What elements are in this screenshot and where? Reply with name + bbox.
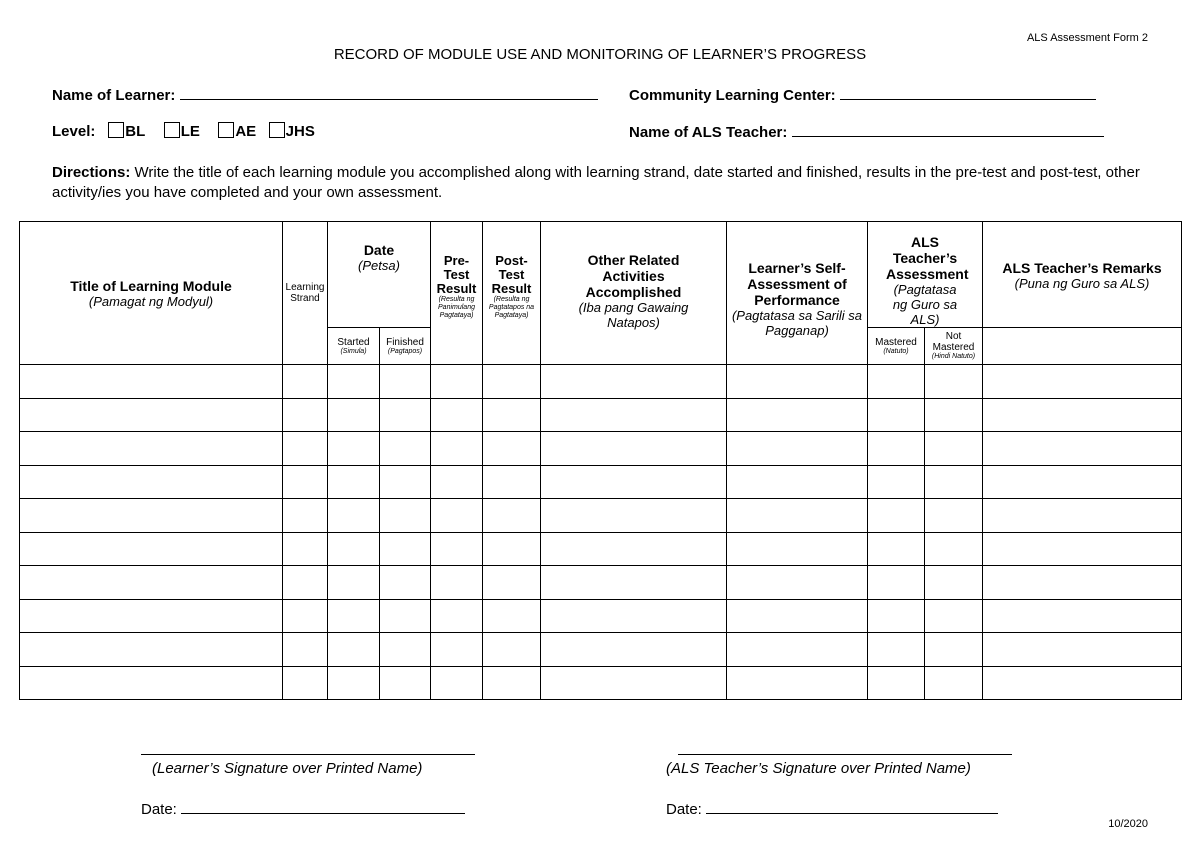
table-cell[interactable] — [380, 398, 431, 432]
pretest-header — [431, 222, 483, 365]
table-cell[interactable] — [328, 365, 380, 399]
table-cell[interactable] — [868, 532, 925, 566]
table-cell[interactable] — [483, 599, 541, 633]
table-row — [20, 432, 1182, 466]
table-cell[interactable] — [431, 465, 483, 499]
table-cell[interactable] — [868, 599, 925, 633]
table-row — [20, 499, 1182, 533]
remarks-header-sub: (Puna ng Guro sa ALS) — [1014, 276, 1150, 291]
table-cell[interactable] — [983, 599, 1182, 633]
table-cell[interactable] — [483, 532, 541, 566]
table-cell[interactable] — [727, 465, 868, 499]
table-cell[interactable] — [983, 633, 1182, 667]
table-cell[interactable] — [283, 566, 328, 600]
table-cell[interactable] — [380, 666, 431, 700]
table-row — [20, 465, 1182, 499]
table-cell[interactable] — [868, 432, 925, 466]
table-cell[interactable] — [380, 365, 431, 399]
checkbox-icon[interactable] — [164, 122, 180, 138]
table-cell[interactable] — [380, 566, 431, 600]
table-cell[interactable] — [925, 532, 983, 566]
table-cell[interactable] — [283, 633, 328, 667]
table-cell[interactable] — [20, 365, 283, 399]
table-cell[interactable] — [727, 566, 868, 600]
strand-header-label: Learning Strand — [285, 282, 325, 304]
table-cell[interactable] — [283, 432, 328, 466]
remarks-header-label: ALS Teacher’s Remarks — [1002, 260, 1162, 276]
not-mastered-header — [925, 328, 983, 365]
table-cell[interactable] — [925, 566, 983, 600]
pretest-header-sub: (Resulta ng Panimulang Pagtataya) — [438, 296, 475, 319]
table-cell[interactable] — [541, 365, 727, 399]
table-cell[interactable] — [925, 365, 983, 399]
checkbox-icon[interactable] — [218, 122, 234, 138]
table-cell[interactable] — [925, 398, 983, 432]
level-option-bl[interactable] — [108, 123, 145, 140]
table-cell[interactable] — [983, 365, 1182, 399]
table-cell[interactable] — [483, 398, 541, 432]
date-header-label: Date — [363, 242, 395, 258]
table-cell[interactable] — [868, 666, 925, 700]
table-cell[interactable] — [983, 666, 1182, 700]
table-cell[interactable] — [431, 432, 483, 466]
posttest-header-sub: (Resulta ng Pagtatapos na Pagtataya) — [488, 296, 535, 319]
finished-label: Finished — [386, 336, 424, 348]
table-cell[interactable] — [328, 532, 380, 566]
level-field — [52, 122, 329, 141]
table-cell[interactable] — [283, 666, 328, 700]
table-cell[interactable] — [483, 499, 541, 533]
level-option-jhs[interactable] — [269, 123, 315, 140]
footer-date: 10/2020 — [1108, 818, 1148, 830]
table-cell[interactable] — [925, 633, 983, 667]
directions-text: Write the title of each learning module you accomplished along with learning strand, date started and finished, results in the pre-test and post-test, other activity/ies you have completed and your own assessment. — [52, 164, 1140, 201]
table-row — [20, 666, 1182, 700]
level-option-ae[interactable] — [218, 123, 256, 140]
table-cell[interactable] — [983, 499, 1182, 533]
posttest-header-label: Post-Test Result — [491, 253, 532, 296]
level-bl-label: BL — [125, 123, 146, 140]
not-mastered-sub: (Hindi Natuto) — [931, 353, 976, 360]
other-activities-label: Other Related Activities Accomplished — [585, 252, 682, 300]
table-cell[interactable] — [380, 499, 431, 533]
clc-label: Community Learning Center: — [629, 87, 836, 104]
table-cell[interactable] — [483, 666, 541, 700]
table-cell[interactable] — [20, 499, 283, 533]
table-cell[interactable] — [380, 432, 431, 466]
table-cell[interactable] — [283, 398, 328, 432]
checkbox-icon[interactable] — [269, 122, 285, 138]
teacher-date-line — [706, 799, 998, 814]
table-cell[interactable] — [727, 499, 868, 533]
table-cell[interactable] — [727, 599, 868, 633]
not-mastered-label: Not Mastered — [932, 331, 975, 353]
teacher-assessment-label: ALS Teacher’s Assessment — [886, 234, 969, 282]
table-cell[interactable] — [380, 599, 431, 633]
table-cell[interactable] — [328, 666, 380, 700]
table-cell[interactable] — [328, 432, 380, 466]
table-cell[interactable] — [431, 365, 483, 399]
table-cell[interactable] — [983, 398, 1182, 432]
table-cell[interactable] — [20, 465, 283, 499]
title-header — [20, 222, 283, 365]
table-row — [20, 532, 1182, 566]
clc-field — [629, 85, 1096, 105]
table-cell[interactable] — [868, 499, 925, 533]
title-header-label: Title of Learning Module — [70, 277, 232, 294]
finished-header — [380, 328, 431, 365]
table-cell[interactable] — [20, 432, 283, 466]
teacher-date-label: Date: — [666, 801, 702, 818]
started-header — [328, 328, 380, 365]
page-title: RECORD OF MODULE USE AND MONITORING OF LEARNER’S PROGRESS — [333, 46, 867, 63]
teacher-name-label: Name of ALS Teacher: — [629, 124, 788, 141]
table-cell[interactable] — [727, 532, 868, 566]
table-cell[interactable] — [283, 532, 328, 566]
table-row — [20, 566, 1182, 600]
started-sub: (Simula) — [340, 347, 367, 355]
table-row — [20, 365, 1182, 399]
form-number: ALS Assessment Form 2 — [1026, 32, 1148, 44]
teacher-assessment-sub: (Pagtatasa ng Guro sa ALS) — [892, 282, 958, 327]
learner-name-label: Name of Learner: — [52, 87, 176, 104]
table-cell[interactable] — [868, 398, 925, 432]
table-cell[interactable] — [431, 599, 483, 633]
teacher-name-field — [629, 122, 1104, 142]
date-header — [328, 222, 431, 328]
table-cell[interactable] — [20, 666, 283, 700]
table-cell[interactable] — [925, 666, 983, 700]
table-cell[interactable] — [541, 599, 727, 633]
table-cell[interactable] — [283, 465, 328, 499]
table-cell[interactable] — [328, 398, 380, 432]
table-row — [20, 398, 1182, 432]
table-cell[interactable] — [20, 599, 283, 633]
table-cell[interactable] — [431, 532, 483, 566]
finished-sub: (Pagtapos) — [387, 347, 423, 355]
table-cell[interactable] — [431, 566, 483, 600]
table-cell[interactable] — [431, 666, 483, 700]
self-assessment-header — [727, 222, 868, 365]
table-cell[interactable] — [283, 599, 328, 633]
table-cell[interactable] — [541, 666, 727, 700]
table-cell[interactable] — [983, 566, 1182, 600]
table-cell[interactable] — [20, 566, 283, 600]
table-cell[interactable] — [727, 398, 868, 432]
table-cell[interactable] — [727, 666, 868, 700]
level-jhs-label: JHS — [285, 123, 315, 140]
table-cell[interactable] — [925, 465, 983, 499]
table-cell[interactable] — [925, 499, 983, 533]
started-label: Started — [337, 336, 370, 348]
title-header-sub: (Pamagat ng Modyul) — [88, 293, 214, 309]
teacher-assessment-header — [868, 222, 983, 328]
other-activities-header — [541, 222, 727, 365]
directions — [52, 163, 1152, 203]
table-cell[interactable] — [328, 599, 380, 633]
self-assessment-sub: (Pagtatasa sa Sarili sa Pagganap) — [731, 308, 863, 338]
table-cell[interactable] — [727, 432, 868, 466]
table-cell[interactable] — [541, 432, 727, 466]
table-cell[interactable] — [431, 398, 483, 432]
teacher-date-field — [666, 799, 998, 818]
table-cell[interactable] — [380, 532, 431, 566]
learner-signature-caption: (Learner’s Signature over Printed Name) — [152, 760, 423, 777]
table-cell[interactable] — [431, 499, 483, 533]
table-cell[interactable] — [868, 633, 925, 667]
learner-signature-line — [141, 754, 475, 755]
teacher-signature-caption: (ALS Teacher’s Signature over Printed Name) — [666, 760, 971, 777]
table-cell[interactable] — [541, 398, 727, 432]
level-label: Level: — [52, 123, 96, 140]
mastered-header — [868, 328, 925, 365]
remarks-header — [983, 222, 1182, 328]
teacher-name-line — [792, 122, 1104, 137]
checkbox-icon[interactable] — [108, 122, 124, 138]
table-cell[interactable] — [868, 566, 925, 600]
table-cell[interactable] — [431, 633, 483, 667]
learner-date-field — [141, 799, 465, 818]
learner-date-line — [181, 799, 465, 814]
table-cell[interactable] — [483, 465, 541, 499]
table-cell[interactable] — [925, 432, 983, 466]
table-cell[interactable] — [483, 633, 541, 667]
table-cell[interactable] — [541, 499, 727, 533]
table-cell[interactable] — [328, 465, 380, 499]
self-assessment-label: Learner’s Self-Assessment of Performance — [747, 260, 847, 308]
level-ae-label: AE — [235, 123, 257, 140]
teacher-signature-line — [678, 754, 1012, 755]
directions-label: Directions: — [52, 164, 131, 181]
level-option-le[interactable] — [164, 123, 200, 140]
learner-name-field — [52, 85, 598, 105]
table-cell[interactable] — [483, 365, 541, 399]
table-cell[interactable] — [283, 365, 328, 399]
table-cell[interactable] — [283, 499, 328, 533]
table-row — [20, 633, 1182, 667]
table-cell[interactable] — [20, 398, 283, 432]
remarks-subheader — [983, 328, 1182, 365]
learner-name-line — [180, 85, 598, 100]
table-cell[interactable] — [727, 633, 868, 667]
posttest-header — [483, 222, 541, 365]
table-cell[interactable] — [727, 365, 868, 399]
level-le-label: LE — [180, 123, 200, 140]
table-row — [20, 599, 1182, 633]
learner-date-label: Date: — [141, 801, 177, 818]
pretest-header-label: Pre-Test Result — [436, 253, 477, 296]
table-cell[interactable] — [541, 566, 727, 600]
table-cell[interactable] — [868, 365, 925, 399]
table-cell[interactable] — [380, 633, 431, 667]
mastered-sub: (Natuto) — [883, 347, 909, 355]
table-cell[interactable] — [541, 465, 727, 499]
strand-header — [283, 222, 328, 365]
table-cell[interactable] — [380, 465, 431, 499]
table-cell[interactable] — [541, 532, 727, 566]
table-cell[interactable] — [20, 532, 283, 566]
table-cell[interactable] — [20, 633, 283, 667]
table-cell[interactable] — [328, 633, 380, 667]
mastered-label: Mastered — [875, 336, 917, 348]
table-cell[interactable] — [868, 465, 925, 499]
table-cell[interactable] — [983, 465, 1182, 499]
clc-line — [840, 85, 1096, 100]
table-cell[interactable] — [483, 566, 541, 600]
table-cell[interactable] — [328, 499, 380, 533]
table-cell[interactable] — [541, 633, 727, 667]
other-activities-sub: (Iba pang Gawaing Natapos) — [578, 300, 689, 330]
table-cell[interactable] — [483, 432, 541, 466]
table-cell[interactable] — [925, 599, 983, 633]
table-cell[interactable] — [328, 566, 380, 600]
table-cell[interactable] — [983, 432, 1182, 466]
module-table — [19, 221, 1182, 700]
date-header-sub: (Petsa) — [358, 258, 400, 273]
table-cell[interactable] — [983, 532, 1182, 566]
